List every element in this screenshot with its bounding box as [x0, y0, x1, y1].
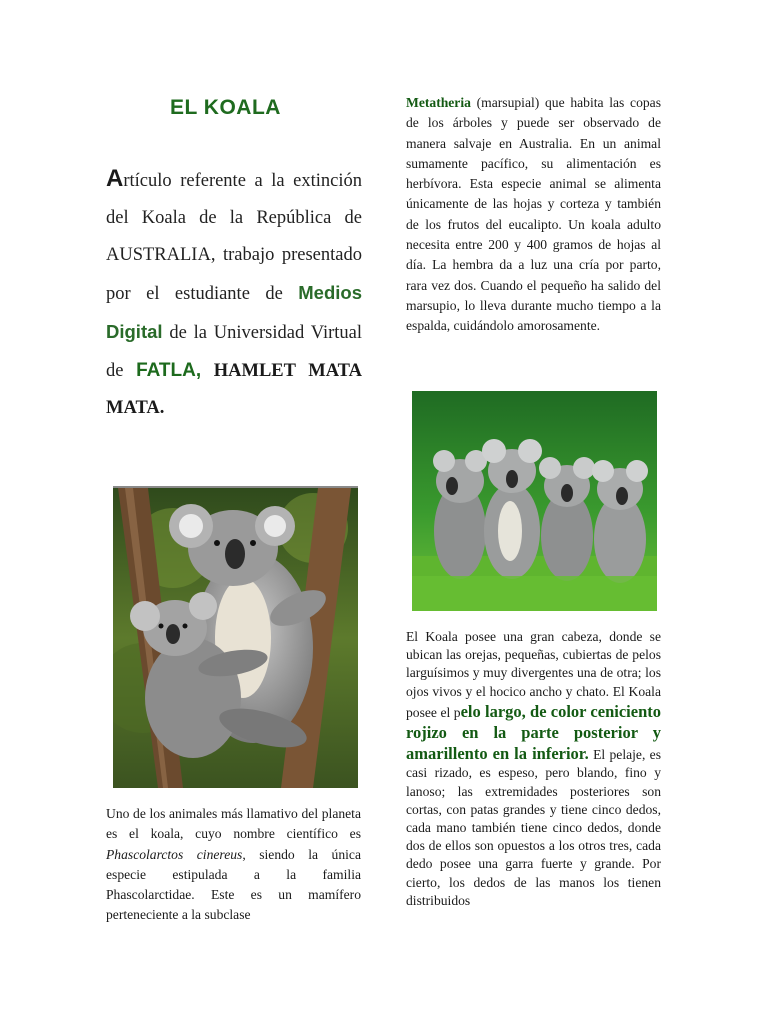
intro-paragraph: [106, 160, 362, 427]
right-text-1: (marsupial) que habita las copas de los árboles y puede ser observado de manera salvaje en Australia. En un animal sumamente pacífico, su alimentación es herbívora. Esta especie animal se alimenta únicamente de las hojas y corteza y también de los frutos del eucalipto. Un koala adulto necesita entre 200 y 400 gramos de hojas al día. La hembra da a luz una cría por parto, rara vez dos. Cuando el pequeño ha salido del marsupio, lo lleva durante mucho tiempo a la espalda, cuidándolo amorosamente.: [406, 95, 661, 334]
intro-text-1: rtículo referente a la extinción del Koala de la República de AUSTRALIA, trabajo presentado por el estudiante de: [106, 171, 362, 304]
koala-4: [592, 460, 648, 583]
koala-tree-illustration: [113, 488, 358, 788]
scientific-name: Phascolarctos cinereus: [106, 846, 243, 862]
koala-3: [539, 457, 595, 581]
koala-2: [482, 439, 542, 579]
subclass-name: Metatheria: [406, 95, 471, 110]
course-name: Medios Digital: [106, 282, 362, 342]
left-text-1: Uno de los animales más llamativo del planeta es el koala, cuyo nombre científico es: [106, 806, 361, 842]
koala-group-photo: [412, 391, 657, 611]
right-paragraph-2: [406, 628, 661, 910]
university-name: FATLA,: [136, 360, 202, 381]
article-title: EL KOALA: [170, 96, 281, 119]
intro-text-2: de la Universidad Virtual de: [106, 323, 362, 381]
koala-group-illustration: [412, 391, 657, 611]
right-text-2a: El Koala posee una gran cabeza, donde se ubican las orejas, pequeñas, cubiertas de pelos larguísimos y muy divergentes una de otra; los ojos vivos y el hocico ancho y chato. El Koala posee el p: [406, 629, 661, 720]
right-paragraph-1: [406, 93, 661, 337]
fur-description: elo largo, de color ceniciento rojizo en la parte posterior y amarillento en la inferior.: [406, 701, 661, 764]
right-text-2b: El pelaje, es casi rizado, es espeso, pero blando, fino y lanoso; las extremidades posteriores son cortas, con patas grandes y tiene cinco dedos, cada mano también tiene cinco dedos, donde dos de ellos son opuestos a los otros tres, cada dedo posee una garra fuerte y grande. Por cierto, los dedos de las manos los tienen distribuidos: [406, 747, 661, 908]
author-name: HAMLET MATA MATA.: [106, 361, 363, 418]
koala-mother-photo: [113, 486, 358, 788]
left-paragraph: [106, 804, 361, 926]
koala-1: [433, 450, 487, 579]
left-text-2: , siendo la única especie estipulada a la familia Phascolarctidae. Este es un mamífero perteneciente a la subclase: [106, 846, 361, 923]
drop-cap: A: [106, 165, 124, 192]
